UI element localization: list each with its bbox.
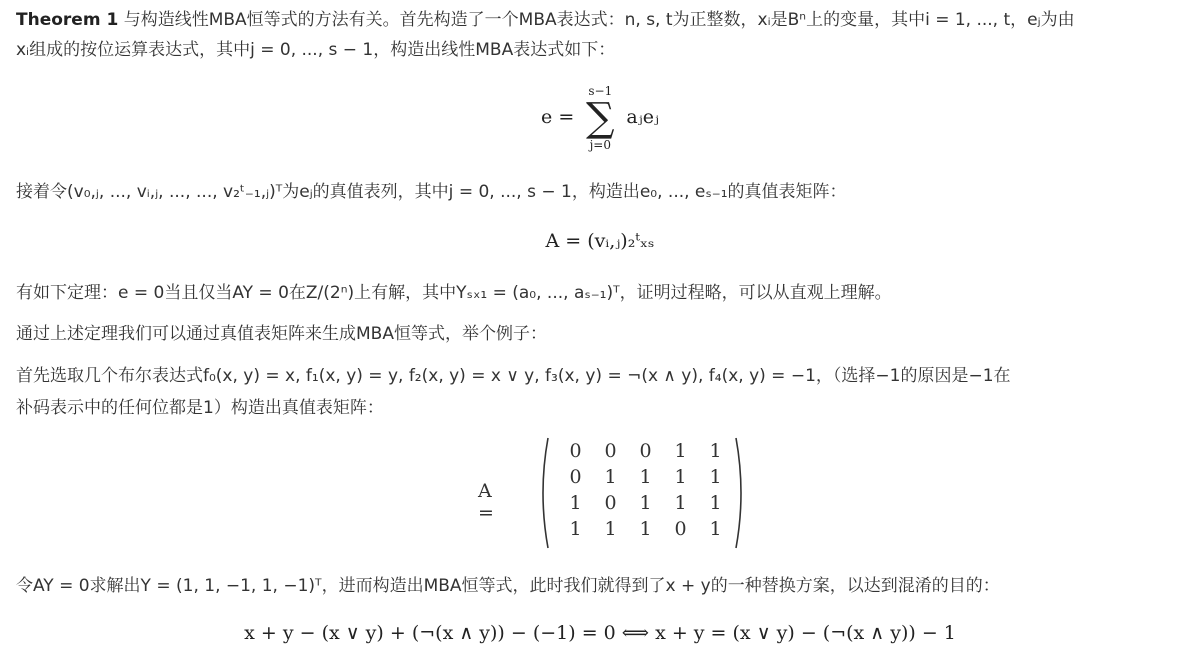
right-paren-icon bbox=[734, 436, 748, 550]
equation-mba-identity: x + y − (x ∨ y) + (¬(x ∧ y)) − (−1) = 0 ⟺ x + y = (x ∨ y) − (¬(x ∧ y)) − 1 bbox=[244, 622, 956, 644]
matrix-cell: 1 bbox=[639, 492, 652, 514]
matrix-cell: 1 bbox=[639, 518, 652, 540]
theorem-label: Theorem 1 bbox=[16, 10, 119, 30]
paragraph-theorem bbox=[16, 8, 1075, 32]
matrix-cell: 1 bbox=[604, 466, 617, 488]
matrix-cell: 1 bbox=[674, 440, 687, 462]
matrix-cell: 0 bbox=[569, 466, 582, 488]
matrix-cell: 0 bbox=[604, 440, 617, 462]
left-paren-icon bbox=[536, 436, 550, 550]
paragraph-example-intro: 通过上述定理我们可以通过真值表矩阵来生成MBA恒等式，举个例子： bbox=[16, 324, 547, 344]
matrix-cell: 0 bbox=[569, 440, 582, 462]
matrix-cell: 1 bbox=[674, 492, 687, 514]
matrix-label: A = bbox=[478, 480, 494, 524]
paragraph-boolean-exprs-cont: 补码表示中的任何位都是1）构造出真值表矩阵： bbox=[16, 398, 384, 418]
matrix-row bbox=[558, 492, 733, 518]
theorem-text: 与构造线性MBA恒等式的方法有关。首先构造了一个MBA表达式：n, s, t为正整数，xᵢ是Bⁿ上的变量，其中i = 1, ..., t，eⱼ为由 bbox=[118, 10, 1075, 30]
matrix-cell: 0 bbox=[674, 518, 687, 540]
paragraph-solution: 令AY = 0求解出Y = (1, 1, −1, 1, −1)ᵀ，进而构造出MBA恒等式，此时我们就得到了x + y的一种替换方案，以达到混淆的目的： bbox=[16, 576, 1000, 596]
matrix-grid bbox=[558, 440, 733, 544]
matrix-row bbox=[558, 466, 733, 492]
equation-matrix-def: A = (vᵢ,ⱼ)₂ᵗₓₛ bbox=[545, 230, 655, 252]
equation-sum bbox=[0, 84, 1200, 152]
matrix-cell: 1 bbox=[709, 440, 722, 462]
matrix-cell: 1 bbox=[604, 518, 617, 540]
matrix-row bbox=[558, 440, 733, 466]
matrix-cell: 1 bbox=[709, 492, 722, 514]
matrix-cell: 1 bbox=[569, 492, 582, 514]
matrix-cell: 1 bbox=[569, 518, 582, 540]
sigma-icon: s−1 ∑ j=0 bbox=[586, 84, 615, 152]
matrix-cell: 1 bbox=[639, 466, 652, 488]
matrix-cell: 1 bbox=[709, 466, 722, 488]
matrix-cell: 1 bbox=[709, 518, 722, 540]
matrix-cell: 0 bbox=[604, 492, 617, 514]
paragraph-boolean-exprs: 首先选取几个布尔表达式f₀(x, y) = x, f₁(x, y) = y, f₂(x, y) = x ∨ y, f₃(x, y) = ¬(x ∧ y), f₄(x, y) = −1，（选择−1的原因是−1在 bbox=[16, 366, 1011, 386]
paragraph-theorem-cont: xᵢ组成的按位运算表达式，其中j = 0, ..., s − 1，构造出线性MBA表达式如下： bbox=[16, 40, 616, 60]
matrix-row bbox=[558, 518, 733, 544]
eq-sum-left: e = bbox=[541, 106, 575, 128]
matrix-cell: 1 bbox=[674, 466, 687, 488]
paragraph-theorem-statement: 有如下定理：e = 0当且仅当AY = 0在Z/(2ⁿ)上有解，其中Yₛₓ₁ = (a₀, ..., aₛ₋₁)ᵀ，证明过程略，可以从直观上理解。 bbox=[16, 283, 892, 303]
paragraph-truth-column: 接着令(v₀,ⱼ, ..., vᵢ,ⱼ, ..., ..., v₂ᵗ₋₁,ⱼ)ᵀ为eⱼ的真值表列，其中j = 0, ..., s − 1，构造出e₀, ..., eₛ₋₁的真值表矩阵： bbox=[16, 182, 847, 202]
eq-sum-right: aⱼeⱼ bbox=[626, 106, 659, 128]
matrix-cell: 0 bbox=[639, 440, 652, 462]
